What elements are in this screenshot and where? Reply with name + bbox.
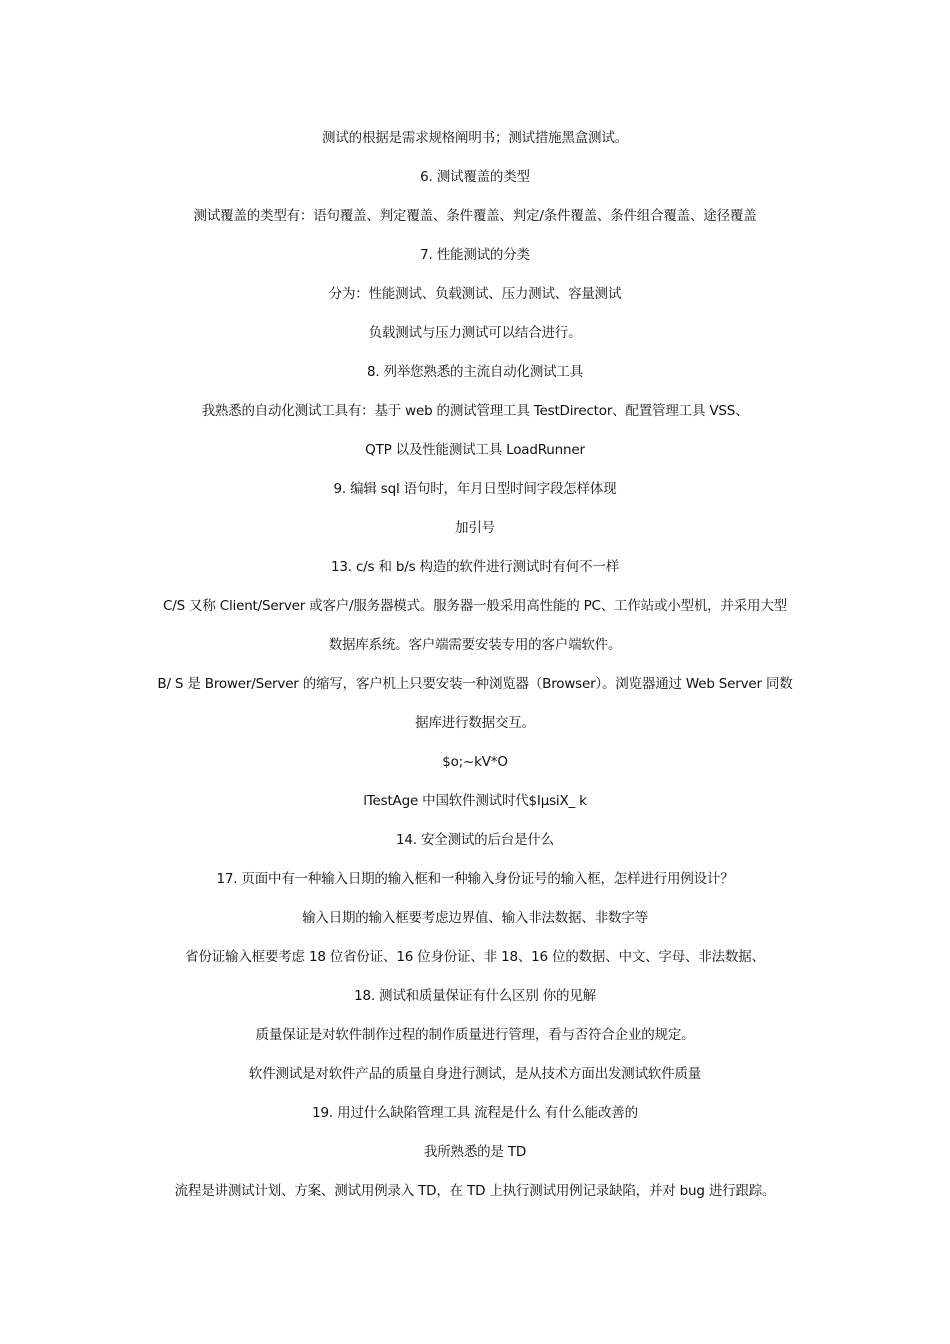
section-heading	[0, 1103, 950, 1123]
line-text: 分为：性能测试、负载测试、压力测试、容量测试	[328, 286, 622, 302]
line-text: 数据库系统。客户端需要安装专用的客户端软件。	[328, 637, 622, 653]
text-line	[0, 1025, 950, 1045]
line-text: 我所熟悉的是 TD	[423, 1144, 527, 1160]
section-heading	[0, 986, 950, 1006]
text-line	[0, 674, 950, 694]
heading-text: 18. 测试和质量保证有什么区别 你的见解	[354, 988, 596, 1004]
text-line	[0, 284, 950, 304]
line-text: 流程是讲测试计划、方案、测试用例录入 TD，在 TD 上执行测试用例记录缺陷，并对 bug 进行跟踪。	[174, 1183, 776, 1199]
text-line	[0, 908, 950, 928]
line-text: 省份证输入框要考虑 18 位省份证、16 位身份证、非 18、16 位的数据、中文、字母、非法数据、	[185, 949, 765, 965]
section-heading	[0, 830, 950, 850]
line-text: 负载测试与压力测试可以结合进行。	[368, 325, 582, 341]
heading-text: 9. 编辑 sql 语句时，年月日型时间字段怎样体现	[333, 481, 617, 497]
line-text: 输入日期的输入框要考虑边界值、输入非法数据、非数字等	[302, 910, 648, 926]
line-text: $o;~kV*O	[442, 754, 508, 770]
text-line	[0, 1064, 950, 1084]
text-line	[0, 323, 950, 343]
heading-text: 17. 页面中有一种输入日期的输入框和一种输入身份证号的输入框，怎样进行用例设计？	[216, 871, 734, 887]
line-text: 据库进行数据交互。	[415, 715, 535, 731]
section-heading	[0, 245, 950, 265]
line-text: 加引号	[455, 520, 495, 536]
section-heading	[0, 479, 950, 499]
heading-text: 7. 性能测试的分类	[420, 247, 530, 263]
line-text: lTestAge 中国软件测试时代$IμsiX_ k	[363, 793, 587, 809]
watermark-text	[0, 752, 950, 772]
text-line	[0, 128, 950, 148]
line-text: B/ S 是 Brower/Server 的缩写，客户机上只要安装一种浏览器（Browser）。浏览器通过 Web Server 同数	[157, 676, 793, 692]
text-line	[0, 401, 950, 421]
heading-text: 8. 列举您熟悉的主流自动化测试工具	[366, 364, 584, 380]
text-line	[0, 518, 950, 538]
section-heading	[0, 167, 950, 187]
watermark-text	[0, 791, 950, 811]
text-line	[0, 947, 950, 967]
heading-text: 6. 测试覆盖的类型	[420, 169, 530, 185]
heading-text: 19. 用过什么缺陷管理工具 流程是什么 有什么能改善的	[312, 1105, 638, 1121]
text-line	[0, 1142, 950, 1162]
heading-text: 14. 安全测试的后台是什么	[396, 832, 554, 848]
heading-text: 13. c/s 和 b/s 构造的软件进行测试时有何不一样	[331, 559, 619, 575]
line-text: 测试覆盖的类型有：语句覆盖、判定覆盖、条件覆盖、判定/条件覆盖、条件组合覆盖、途径覆盖	[193, 208, 757, 224]
line-text: QTP 以及性能测试工具 LoadRunner	[365, 442, 585, 458]
section-heading	[0, 362, 950, 382]
text-line	[0, 596, 950, 616]
line-text: 软件测试是对软件产品的质量自身进行测试，是从技术方面出发测试软件质量	[248, 1066, 702, 1082]
section-heading	[0, 869, 950, 889]
line-text: 测试的根据是需求规格阐明书；测试措施黑盒测试。	[322, 130, 628, 146]
line-text: 质量保证是对软件制作过程的制作质量进行管理，看与否符合企业的规定。	[255, 1027, 695, 1043]
text-line	[0, 635, 950, 655]
text-line	[0, 206, 950, 226]
text-line	[0, 440, 950, 460]
section-heading	[0, 557, 950, 577]
line-text: 我熟悉的自动化测试工具有：基于 web 的测试管理工具 TestDirector、配置管理工具 VSS、	[201, 403, 749, 419]
text-line	[0, 713, 950, 733]
text-line	[0, 1181, 950, 1201]
line-text: C/S 又称 Client/Server 或客户/服务器模式。服务器一般采用高性能的 PC、工作站或小型机，并采用大型	[163, 598, 787, 614]
